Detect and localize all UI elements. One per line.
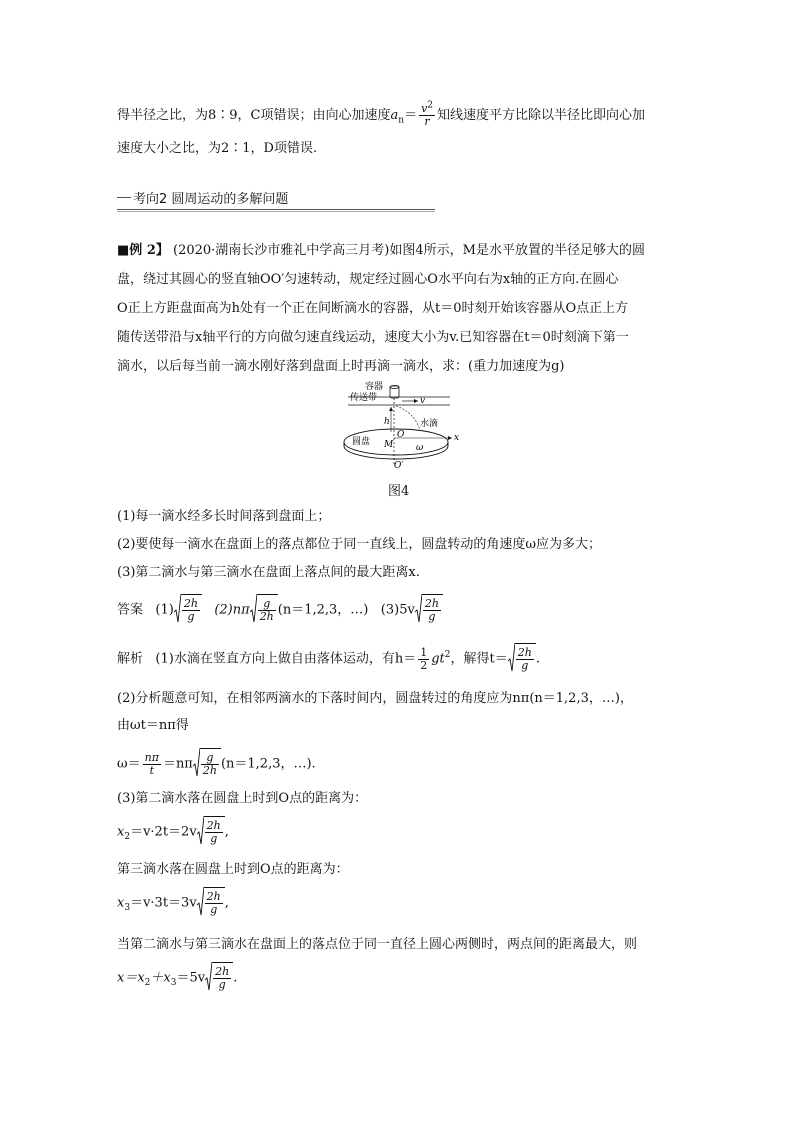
analysis-p4-suffix: (n＝1,2,3，…). [220,756,316,772]
answer-3-sqrt [415,594,443,626]
label-O: O [397,430,405,440]
answer-3-prefix: (3)5v [380,602,415,618]
radical-sign [508,643,515,673]
v-sup: 2 [427,100,434,111]
label-drop: 水滴 [420,419,439,429]
period: . [535,651,540,667]
analysis-p6-suffix: , [224,824,229,840]
answer-label: 答案 [117,602,144,618]
label-x: x [454,433,460,443]
analysis-p10-mid: ＝5v [176,970,206,986]
gt-symbol: gt [431,651,445,667]
analysis-p7: 第三滴水落在圆盘上时到O点的距离为： [117,862,349,877]
npi-over-t [143,752,161,777]
analysis-p6-mid: ＝v·2t＝2v [130,824,197,840]
half-frac [418,647,429,672]
analysis-p4-mid: ＝nπ [162,756,193,772]
intro-text-1: 得半径之比，为8∶9，C项错误；由向心加速度 [117,108,391,123]
radical-sign [205,962,212,992]
frac-num: 2h [215,965,230,978]
label-container: 容器 [365,382,384,392]
frac-num: g [258,598,276,611]
label-disk: 圆盘 [352,437,371,447]
analysis-p10-suffix: . [233,970,238,986]
velocity-arrowhead [414,399,418,403]
frac-num: g [201,752,219,765]
x2-sqrt [197,816,225,848]
frac-den: g [428,610,436,623]
analysis-p8-mid: ＝v·3t＝3v [130,895,197,911]
heading-rule [117,209,435,210]
frac-den: g [187,610,195,623]
frac-num: 2h [424,597,439,610]
answer-1-label: (1) [155,602,174,618]
label-v: v [420,396,426,406]
answer-2-sqrt [250,594,278,626]
label-M: M [384,440,394,450]
frac-num: 2h [517,646,532,659]
frac-num: 2h [206,819,221,832]
half-num: 1 [420,645,428,659]
question-3: (3)第二滴水与第三滴水在盘面上落点间的最大距离x. [117,565,420,580]
example-tag-bracket: ■ [117,243,130,258]
t-den: t [149,763,154,777]
frac-den: g [210,903,218,916]
answer-2-prefix: (2)nπ [214,602,250,618]
t-sqrt [508,643,536,675]
analysis-p1 [117,643,540,675]
v-num: v [421,102,428,115]
figure-4-diagram [340,380,470,475]
x2-sub: 2 [124,832,131,843]
x2-sub-b: 2 [144,978,151,989]
analysis-p8 [117,887,229,919]
x-arrowhead [448,436,452,440]
frac-den: g [521,659,529,672]
half-den: 2 [420,658,428,672]
answer-2-suffix: (n＝1,2,3，…) [277,602,369,618]
radical-sign [250,594,257,624]
example-tag: 例 2】 [129,243,169,258]
analysis-p1-prefix: (1)水滴在竖直方向上做自由落体运动，有h＝ [155,651,417,667]
label-h: h [384,417,390,427]
frac-den: 2h [202,764,217,777]
analysis-p5: (3)第二滴水落在圆盘上时到O点的距离为： [117,791,368,806]
question-1: (1)每一滴水经多长时间落到盘面上； [117,509,331,524]
frac-den: g [218,978,226,991]
example-line-1 [117,241,645,261]
radical-sign [193,748,200,778]
analysis-p1-mid: ，解得t＝ [450,651,508,667]
section-heading [117,191,435,211]
label-belt: 传送带 [350,393,378,403]
x3-sub-b: 3 [170,978,177,989]
label-omega: ω [416,443,424,453]
intro-line-1 [117,100,646,128]
x-sqrt [205,962,233,994]
label-O-prime: O′ [394,461,404,471]
container-shape [390,386,399,398]
frac-num: 2h [183,597,198,610]
x3-sqrt [197,887,225,919]
radical-sign [197,887,204,917]
analysis-p4 [117,748,316,780]
radical-sign [197,816,204,846]
height-arrowhead-top [389,407,393,411]
answer-1-sqrt [174,594,202,626]
analysis-p8-suffix: , [224,895,229,911]
npi-num: nπ [144,750,159,764]
x-sum-prefix: x＝x [117,970,145,986]
r-den: r [424,115,430,128]
example-line-3: O正上方距盘面高为h处有一个正在间断滴水的容器，从t＝0时刻开始该容器从O点正上方 [117,301,629,316]
omega-eq: ω＝ [117,756,141,772]
analysis-p10 [117,962,237,994]
frac-num: 2h [206,890,221,903]
drop-path [396,406,420,430]
example-line-4: 随传送带沿与x轴平行的方向做匀速直线运动，速度大小为v.已知容器在t＝0时刻滴下第一 [117,330,629,345]
example-line-2: 盘，绕过其圆心的竖直轴OO′匀速转动，规定经过圆心O水平向右为x轴的正方向.在圆心 [117,272,619,287]
analysis-p9: 当第二滴水与第三滴水在盘面上的落点位于同一直径上圆心两侧时，两点间的距离最大，则 [117,937,638,952]
x3-sub: 3 [124,903,131,914]
x3-symbol: x [117,895,125,911]
frac-den: 2h [259,610,274,623]
frac-den: g [210,832,218,845]
example-line-5: 滴水，以后每当前一滴水刚好落到盘面上时再滴一滴水，求：(重力加速度为g) [117,359,565,374]
x2-symbol: x [117,824,125,840]
answer-line [117,594,443,626]
question-2: (2)要使每一滴水在盘面上的落点都位于同一直线上，圆盘转动的角速度ω应为多大； [117,537,602,552]
heading-tick [117,197,131,198]
figure-caption: 图4 [388,484,410,499]
example-text-1: (2020·湖南长沙市雅礼中学高三月考)如图4所示，M是水平放置的半径足够大的圆 [168,243,645,258]
radical-sign [174,594,181,624]
analysis-p3: 由ωt＝nπ得 [117,718,189,733]
gt-sup: 2 [444,650,451,661]
section-title: 考向2 圆周运动的多解问题 [133,192,289,207]
an-symbol: a [390,108,399,123]
intro-line-2: 速度大小之比，为2∶1，D项错误. [117,141,318,156]
an-sub: n [398,115,405,126]
omega-sqrt [193,748,221,780]
v2-over-r [419,100,435,128]
radical-sign [415,594,422,624]
analysis-label: 解析 [117,651,144,667]
heading-rule-2 [117,211,435,212]
analysis-p6 [117,816,229,848]
analysis-p2: (2)分析题意可知，在相邻两滴水的下落时间内，圆盘转过的角度应为nπ(n＝1,2,3，…)， [117,691,633,706]
plus-x3: ＋x [150,970,171,986]
intro-text-1b: 知线速度平方比除以半径比即向心加 [437,108,646,123]
eq-sign: ＝ [404,108,418,123]
